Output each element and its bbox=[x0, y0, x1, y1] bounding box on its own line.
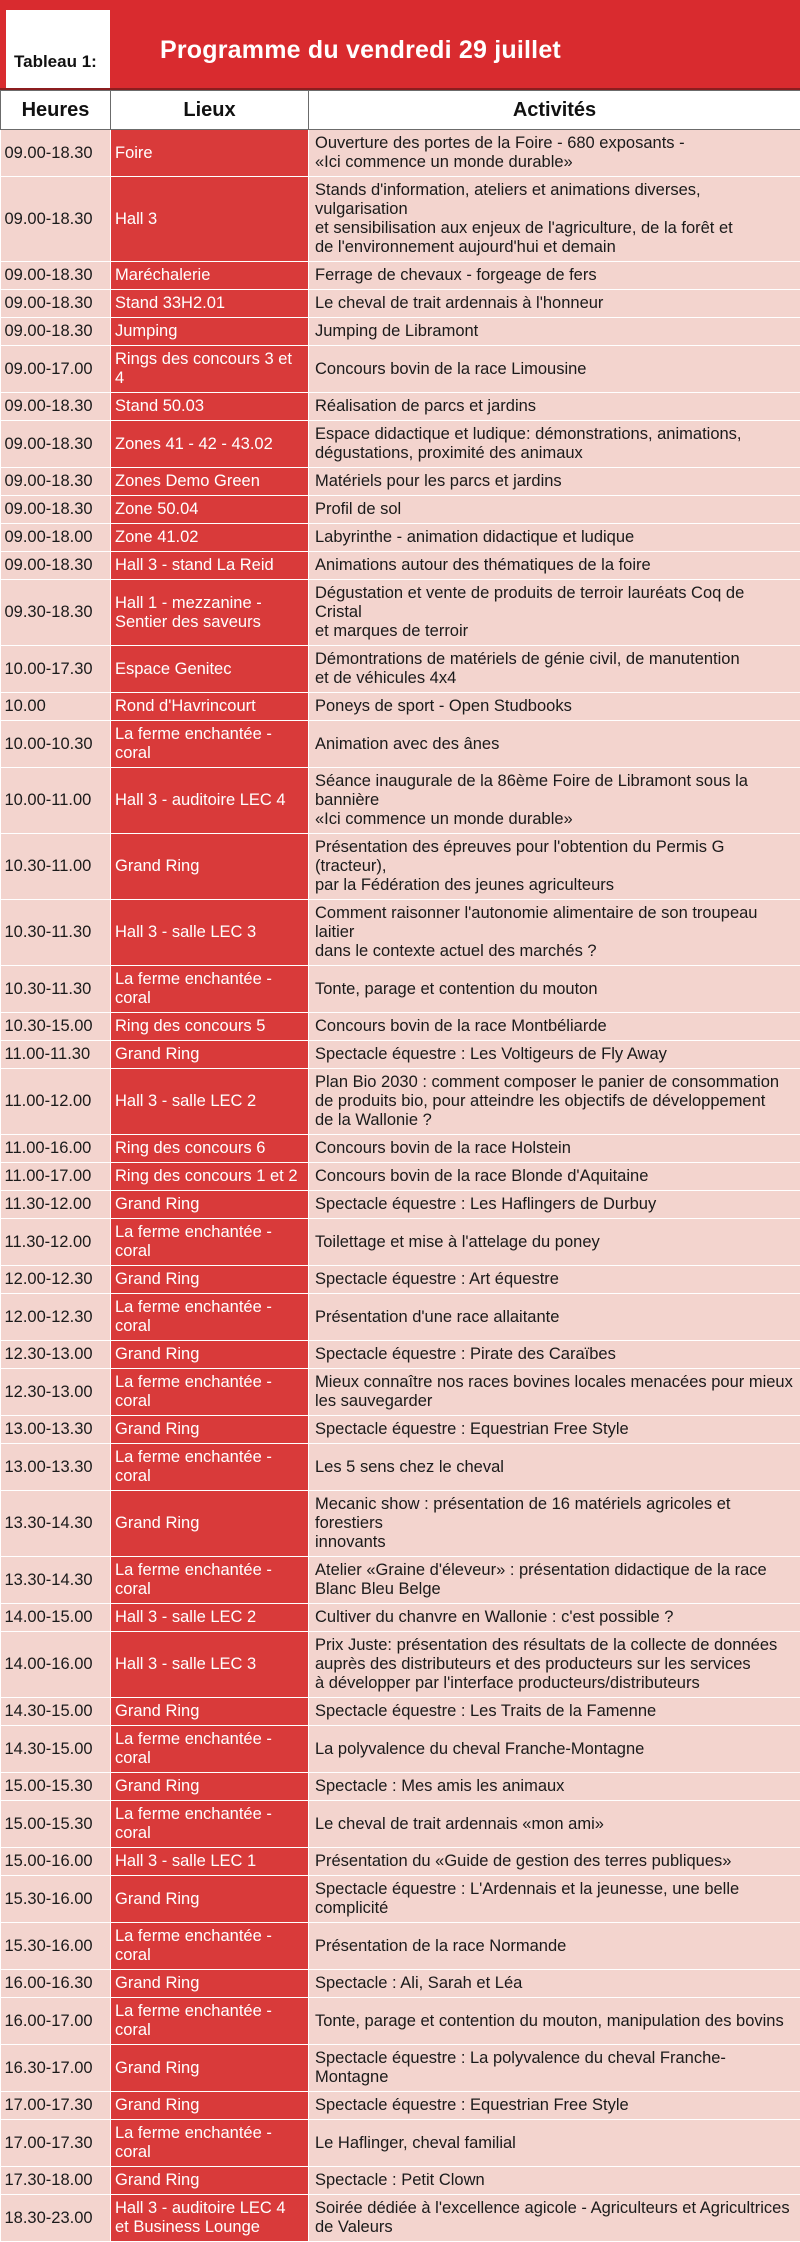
table-row bbox=[1, 1491, 800, 1557]
place-cell: Hall 3 - salle LEC 2 bbox=[111, 1604, 309, 1632]
table-row bbox=[1, 290, 800, 318]
time-cell: 12.00-12.30 bbox=[1, 1294, 111, 1341]
activity-cell: Poneys de sport - Open Studbooks bbox=[309, 693, 800, 721]
time-cell: 11.00-17.00 bbox=[1, 1163, 111, 1191]
time-cell: 12.00-12.30 bbox=[1, 1266, 111, 1294]
activity-cell: Spectacle équestre : Les Haflingers de Durbuy bbox=[309, 1191, 800, 1219]
activity-cell: Toilettage et mise à l'attelage du poney bbox=[309, 1219, 800, 1266]
activity-cell: Séance inaugurale de la 86ème Foire de Libramont sous la bannière «Ici commence un monde durable» bbox=[309, 768, 800, 834]
table-row bbox=[1, 1294, 800, 1341]
place-cell: La ferme enchantée - coral bbox=[111, 1219, 309, 1266]
activity-cell: Labyrinthe - animation didactique et ludique bbox=[309, 524, 800, 552]
place-cell: Grand Ring bbox=[111, 1876, 309, 1923]
time-cell: 13.30-14.30 bbox=[1, 1491, 111, 1557]
table-row bbox=[1, 496, 800, 524]
activity-cell: Soirée dédiée à l'excellence agicole - Agriculteurs et Agricultrices de Valeurs bbox=[309, 2195, 800, 2242]
activity-cell: Spectacle équestre : Art équestre bbox=[309, 1266, 800, 1294]
place-cell: Hall 3 - salle LEC 2 bbox=[111, 1069, 309, 1135]
table-row bbox=[1, 1135, 800, 1163]
time-cell: 09.00-18.30 bbox=[1, 318, 111, 346]
activity-cell: Jumping de Libramont bbox=[309, 318, 800, 346]
activity-cell: Spectacle équestre : L'Ardennais et la jeunesse, une belle complicité bbox=[309, 1876, 800, 1923]
table-number-label: Tableau 1: bbox=[14, 52, 97, 72]
column-header-places: Lieux bbox=[111, 91, 309, 130]
table-row bbox=[1, 1341, 800, 1369]
time-cell: 10.00-11.00 bbox=[1, 768, 111, 834]
activity-cell: Concours bovin de la race Holstein bbox=[309, 1135, 800, 1163]
table-row bbox=[1, 346, 800, 393]
table-row bbox=[1, 130, 800, 177]
table-row bbox=[1, 1876, 800, 1923]
time-cell: 12.30-13.00 bbox=[1, 1369, 111, 1416]
place-cell: La ferme enchantée - coral bbox=[111, 1369, 309, 1416]
place-cell: Espace Genitec bbox=[111, 646, 309, 693]
activity-cell: Prix Juste: présentation des résultats de la collecte de données auprès des distributeurs et des producteurs sur les services à développer par l'interface producteurs/distributeurs bbox=[309, 1632, 800, 1698]
table-row bbox=[1, 721, 800, 768]
activity-cell: Ferrage de chevaux - forgeage de fers bbox=[309, 262, 800, 290]
time-cell: 09.00-18.30 bbox=[1, 262, 111, 290]
activity-cell: Mieux connaître nos races bovines locales menacées pour mieux les sauvegarder bbox=[309, 1369, 800, 1416]
table-row bbox=[1, 966, 800, 1013]
activity-cell: Concours bovin de la race Limousine bbox=[309, 346, 800, 393]
time-cell: 09.00-18.30 bbox=[1, 552, 111, 580]
place-cell: Grand Ring bbox=[111, 1191, 309, 1219]
table-row bbox=[1, 318, 800, 346]
activity-cell: Réalisation de parcs et jardins bbox=[309, 393, 800, 421]
table-row bbox=[1, 1726, 800, 1773]
table-row bbox=[1, 1632, 800, 1698]
activity-cell: Ouverture des portes de la Foire - 680 exposants - «Ici commence un monde durable» bbox=[309, 130, 800, 177]
place-cell: Zone 41.02 bbox=[111, 524, 309, 552]
place-cell: Grand Ring bbox=[111, 1266, 309, 1294]
time-cell: 09.00-18.30 bbox=[1, 393, 111, 421]
table-row bbox=[1, 1219, 800, 1266]
place-cell: Hall 3 - stand La Reid bbox=[111, 552, 309, 580]
place-cell: Grand Ring bbox=[111, 1341, 309, 1369]
activity-cell: Spectacle équestre : La polyvalence du cheval Franche-Montagne bbox=[309, 2045, 800, 2092]
time-cell: 15.00-15.30 bbox=[1, 1801, 111, 1848]
time-cell: 10.30-11.00 bbox=[1, 834, 111, 900]
table-row bbox=[1, 1604, 800, 1632]
time-cell: 14.30-15.00 bbox=[1, 1726, 111, 1773]
time-cell: 18.30-23.00 bbox=[1, 2195, 111, 2242]
time-cell: 11.30-12.00 bbox=[1, 1219, 111, 1266]
time-cell: 16.00-17.00 bbox=[1, 1998, 111, 2045]
table-row bbox=[1, 1801, 800, 1848]
activity-cell: Dégustation et vente de produits de terroir lauréats Coq de Cristal et marques de terroir bbox=[309, 580, 800, 646]
time-cell: 11.00-12.00 bbox=[1, 1069, 111, 1135]
activity-cell: Concours bovin de la race Blonde d'Aquitaine bbox=[309, 1163, 800, 1191]
table-row bbox=[1, 834, 800, 900]
table-row bbox=[1, 524, 800, 552]
table-row bbox=[1, 1923, 800, 1970]
place-cell: Stand 33H2.01 bbox=[111, 290, 309, 318]
time-cell: 09.30-18.30 bbox=[1, 580, 111, 646]
table-row bbox=[1, 1191, 800, 1219]
activity-cell: La polyvalence du cheval Franche-Montagne bbox=[309, 1726, 800, 1773]
place-cell: Hall 3 bbox=[111, 177, 309, 262]
time-cell: 13.00-13.30 bbox=[1, 1444, 111, 1491]
place-cell: Grand Ring bbox=[111, 2092, 309, 2120]
table-row bbox=[1, 1266, 800, 1294]
time-cell: 12.30-13.00 bbox=[1, 1341, 111, 1369]
activity-cell: Spectacle équestre : Les Voltigeurs de Fly Away bbox=[309, 1041, 800, 1069]
time-cell: 14.00-16.00 bbox=[1, 1632, 111, 1698]
place-cell: Hall 3 - salle LEC 3 bbox=[111, 1632, 309, 1698]
place-cell: Maréchalerie bbox=[111, 262, 309, 290]
place-cell: La ferme enchantée - coral bbox=[111, 1294, 309, 1341]
activity-cell: Cultiver du chanvre en Wallonie : c'est possible ? bbox=[309, 1604, 800, 1632]
activity-cell: Animations autour des thématiques de la foire bbox=[309, 552, 800, 580]
place-cell: Grand Ring bbox=[111, 2045, 309, 2092]
activity-cell: Tonte, parage et contention du mouton, manipulation des bovins bbox=[309, 1998, 800, 2045]
time-cell: 15.30-16.00 bbox=[1, 1876, 111, 1923]
page-title: Programme du vendredi 29 juillet bbox=[160, 36, 561, 65]
activity-cell: Matériels pour les parcs et jardins bbox=[309, 468, 800, 496]
time-cell: 17.30-18.00 bbox=[1, 2167, 111, 2195]
time-cell: 09.00-18.30 bbox=[1, 130, 111, 177]
table-row bbox=[1, 2195, 800, 2242]
table-row bbox=[1, 1369, 800, 1416]
place-cell: Grand Ring bbox=[111, 1698, 309, 1726]
place-cell: Hall 3 - salle LEC 3 bbox=[111, 900, 309, 966]
time-cell: 15.30-16.00 bbox=[1, 1923, 111, 1970]
table-row bbox=[1, 1557, 800, 1604]
place-cell: Grand Ring bbox=[111, 1416, 309, 1444]
place-cell: Grand Ring bbox=[111, 2167, 309, 2195]
table-header-banner bbox=[0, 0, 800, 90]
time-cell: 14.30-15.00 bbox=[1, 1698, 111, 1726]
place-cell: La ferme enchantée - coral bbox=[111, 966, 309, 1013]
place-cell: Ring des concours 5 bbox=[111, 1013, 309, 1041]
place-cell: Ring des concours 1 et 2 bbox=[111, 1163, 309, 1191]
place-cell: La ferme enchantée - coral bbox=[111, 1923, 309, 1970]
activity-cell: Spectacle : Ali, Sarah et Léa bbox=[309, 1970, 800, 1998]
time-cell: 09.00-18.30 bbox=[1, 468, 111, 496]
activity-cell: Plan Bio 2030 : comment composer le panier de consommation de produits bio, pour atteindre les objectifs de développement de la Wallonie ? bbox=[309, 1069, 800, 1135]
table-row bbox=[1, 1998, 800, 2045]
column-header-hours: Heures bbox=[1, 91, 111, 130]
place-cell: Zones Demo Green bbox=[111, 468, 309, 496]
table-row bbox=[1, 646, 800, 693]
place-cell: Zones 41 - 42 - 43.02 bbox=[111, 421, 309, 468]
activity-cell: Les 5 sens chez le cheval bbox=[309, 1444, 800, 1491]
place-cell: La ferme enchantée - coral bbox=[111, 1444, 309, 1491]
place-cell: Grand Ring bbox=[111, 1773, 309, 1801]
time-cell: 15.00-15.30 bbox=[1, 1773, 111, 1801]
schedule-table bbox=[0, 90, 800, 2242]
time-cell: 11.00-16.00 bbox=[1, 1135, 111, 1163]
activity-cell: Profil de sol bbox=[309, 496, 800, 524]
time-cell: 16.30-17.00 bbox=[1, 2045, 111, 2092]
table-row bbox=[1, 552, 800, 580]
place-cell: La ferme enchantée - coral bbox=[111, 721, 309, 768]
place-cell: Hall 1 - mezzanine - Sentier des saveurs bbox=[111, 580, 309, 646]
table-row bbox=[1, 2167, 800, 2195]
table-row bbox=[1, 468, 800, 496]
table-row bbox=[1, 1041, 800, 1069]
table-row bbox=[1, 2092, 800, 2120]
table-row bbox=[1, 1069, 800, 1135]
activity-cell: Spectacle : Mes amis les animaux bbox=[309, 1773, 800, 1801]
table-row bbox=[1, 262, 800, 290]
time-cell: 16.00-16.30 bbox=[1, 1970, 111, 1998]
column-header-row bbox=[1, 91, 800, 130]
table-row bbox=[1, 693, 800, 721]
place-cell: Grand Ring bbox=[111, 1491, 309, 1557]
table-row bbox=[1, 768, 800, 834]
activity-cell: Le cheval de trait ardennais à l'honneur bbox=[309, 290, 800, 318]
activity-cell: Spectacle équestre : Les Traits de la Famenne bbox=[309, 1698, 800, 1726]
activity-cell: Atelier «Graine d'éleveur» : présentation didactique de la race Blanc Bleu Belge bbox=[309, 1557, 800, 1604]
table-row bbox=[1, 2045, 800, 2092]
table-row bbox=[1, 1773, 800, 1801]
time-cell: 17.00-17.30 bbox=[1, 2092, 111, 2120]
table-row bbox=[1, 1970, 800, 1998]
time-cell: 09.00-18.30 bbox=[1, 290, 111, 318]
activity-cell: Stands d'information, ateliers et animations diverses, vulgarisation et sensibilisation aux enjeux de l'agriculture, de la forêt et de l'environnement aujourd'hui et demain bbox=[309, 177, 800, 262]
place-cell: Grand Ring bbox=[111, 1041, 309, 1069]
activity-cell: Présentation du «Guide de gestion des terres publiques» bbox=[309, 1848, 800, 1876]
time-cell: 14.00-15.00 bbox=[1, 1604, 111, 1632]
time-cell: 09.00-18.30 bbox=[1, 177, 111, 262]
time-cell: 10.30-11.30 bbox=[1, 900, 111, 966]
activity-cell: Comment raisonner l'autonomie alimentaire de son troupeau laitier dans le contexte actuel des marchés ? bbox=[309, 900, 800, 966]
table-row bbox=[1, 1698, 800, 1726]
place-cell: Zone 50.04 bbox=[111, 496, 309, 524]
time-cell: 11.30-12.00 bbox=[1, 1191, 111, 1219]
place-cell: Jumping bbox=[111, 318, 309, 346]
activity-cell: Présentation d'une race allaitante bbox=[309, 1294, 800, 1341]
activity-cell: Présentation de la race Normande bbox=[309, 1923, 800, 1970]
activity-cell: Le Haflinger, cheval familial bbox=[309, 2120, 800, 2167]
place-cell: Rings des concours 3 et 4 bbox=[111, 346, 309, 393]
table-row bbox=[1, 421, 800, 468]
place-cell: La ferme enchantée - coral bbox=[111, 1998, 309, 2045]
place-cell: La ferme enchantée - coral bbox=[111, 1726, 309, 1773]
place-cell: Ring des concours 6 bbox=[111, 1135, 309, 1163]
table-row bbox=[1, 2120, 800, 2167]
time-cell: 13.00-13.30 bbox=[1, 1416, 111, 1444]
place-cell: Grand Ring bbox=[111, 834, 309, 900]
table-row bbox=[1, 900, 800, 966]
activity-cell: Le cheval de trait ardennais «mon ami» bbox=[309, 1801, 800, 1848]
time-cell: 17.00-17.30 bbox=[1, 2120, 111, 2167]
place-cell: Stand 50.03 bbox=[111, 393, 309, 421]
activity-cell: Animation avec des ânes bbox=[309, 721, 800, 768]
place-cell: Foire bbox=[111, 130, 309, 177]
activity-cell: Spectacle équestre : Equestrian Free Style bbox=[309, 1416, 800, 1444]
table-row bbox=[1, 1444, 800, 1491]
place-cell: Hall 3 - auditoire LEC 4 bbox=[111, 768, 309, 834]
place-cell: Hall 3 - salle LEC 1 bbox=[111, 1848, 309, 1876]
place-cell: La ferme enchantée - coral bbox=[111, 2120, 309, 2167]
table-row bbox=[1, 393, 800, 421]
table-row bbox=[1, 1163, 800, 1191]
table-row bbox=[1, 1013, 800, 1041]
activity-cell: Présentation des épreuves pour l'obtention du Permis G (tracteur), par la Fédération des jeunes agriculteurs bbox=[309, 834, 800, 900]
time-cell: 10.00-17.30 bbox=[1, 646, 111, 693]
time-cell: 09.00-17.00 bbox=[1, 346, 111, 393]
activity-cell: Tonte, parage et contention du mouton bbox=[309, 966, 800, 1013]
time-cell: 11.00-11.30 bbox=[1, 1041, 111, 1069]
time-cell: 10.30-11.30 bbox=[1, 966, 111, 1013]
table-row bbox=[1, 1416, 800, 1444]
time-cell: 10.00 bbox=[1, 693, 111, 721]
activity-cell: Spectacle : Petit Clown bbox=[309, 2167, 800, 2195]
table-number-tab bbox=[6, 10, 110, 88]
column-header-activities: Activités bbox=[309, 91, 800, 130]
time-cell: 10.30-15.00 bbox=[1, 1013, 111, 1041]
place-cell: Rond d'Havrincourt bbox=[111, 693, 309, 721]
place-cell: La ferme enchantée - coral bbox=[111, 1557, 309, 1604]
time-cell: 09.00-18.30 bbox=[1, 421, 111, 468]
place-cell: Grand Ring bbox=[111, 1970, 309, 1998]
activity-cell: Concours bovin de la race Montbéliarde bbox=[309, 1013, 800, 1041]
table-row bbox=[1, 580, 800, 646]
table-row bbox=[1, 1848, 800, 1876]
activity-cell: Espace didactique et ludique: démonstrations, animations, dégustations, proximité des animaux bbox=[309, 421, 800, 468]
time-cell: 09.00-18.30 bbox=[1, 496, 111, 524]
activity-cell: Mecanic show : présentation de 16 matériels agricoles et forestiers innovants bbox=[309, 1491, 800, 1557]
time-cell: 09.00-18.00 bbox=[1, 524, 111, 552]
time-cell: 13.30-14.30 bbox=[1, 1557, 111, 1604]
time-cell: 10.00-10.30 bbox=[1, 721, 111, 768]
activity-cell: Spectacle équestre : Equestrian Free Style bbox=[309, 2092, 800, 2120]
place-cell: La ferme enchantée - coral bbox=[111, 1801, 309, 1848]
activity-cell: Spectacle équestre : Pirate des Caraïbes bbox=[309, 1341, 800, 1369]
activity-cell: Démontrations de matériels de génie civil, de manutention et de véhicules 4x4 bbox=[309, 646, 800, 693]
table-row bbox=[1, 177, 800, 262]
place-cell: Hall 3 - auditoire LEC 4 et Business Lounge bbox=[111, 2195, 309, 2242]
time-cell: 15.00-16.00 bbox=[1, 1848, 111, 1876]
